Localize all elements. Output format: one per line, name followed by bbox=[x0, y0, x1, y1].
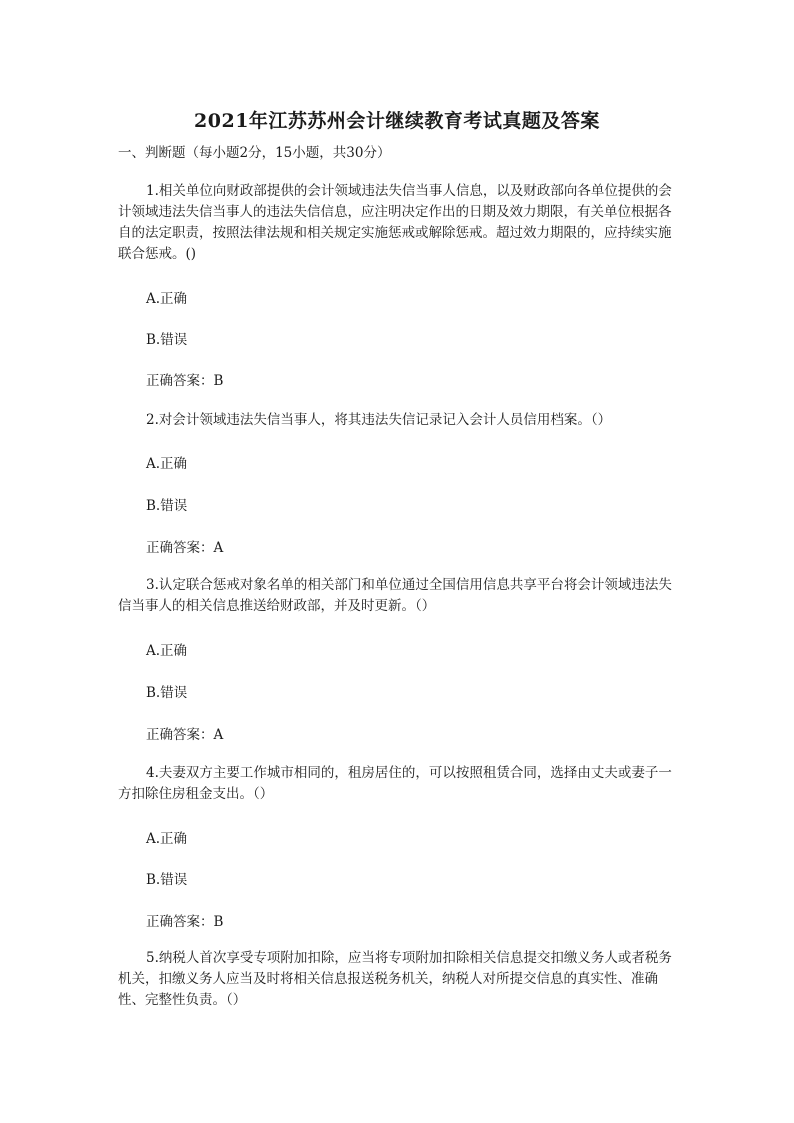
question-5-text: 5.纳税人首次享受专项附加扣除，应当将专项附加扣除相关信息提交扣缴义务人或者税务机关，扣缴义务人应当及时将相关信息报送税务机关，纳税人对所提交信息的真实性、准确性、完整性负责。（） bbox=[118, 950, 672, 1008]
document-title: 2021年江苏苏州会计继续教育考试真题及答案 bbox=[194, 110, 600, 132]
question-2-text: 2.对会计领域违法失信当事人，将其违法失信记录记入会计人员信用档案。（） bbox=[146, 412, 612, 428]
question-1-option-a: A.正确 bbox=[146, 291, 188, 307]
question-1-text: 1.相关单位向财政部提供的会计领域违法失信当事人信息，以及财政部向各单位提供的会计领域违法失信当事人的违法失信信息，应注明决定作出的日期及效力期限，有关单位根据各自的法定职责，按照法律法规和相关规定实施惩戒或解除惩戒。超过效力期限的，应持续实施联合惩戒。() bbox=[118, 183, 672, 262]
question-1-answer: 正确答案：B bbox=[146, 373, 224, 389]
question-4-text: 4.夫妻双方主要工作城市相同的，租房居住的，可以按照租赁合同，选择由丈夫或妻子一方扣除住房租金支出。（） bbox=[118, 765, 672, 802]
question-2-answer: 正确答案：A bbox=[146, 540, 224, 556]
question-1-option-b: B.错误 bbox=[146, 332, 188, 348]
section-heading: 一、判断题（每小题2分，15小题，共30分） bbox=[118, 145, 391, 161]
question-3-answer: 正确答案：A bbox=[146, 727, 224, 743]
question-3-option-a: A.正确 bbox=[146, 643, 188, 659]
question-4-answer: 正确答案：B bbox=[146, 914, 224, 930]
question-4-option-a: A.正确 bbox=[146, 831, 188, 847]
question-2-option-a: A.正确 bbox=[146, 456, 188, 472]
question-4-option-b: B.错误 bbox=[146, 872, 188, 888]
question-2-option-b: B.错误 bbox=[146, 498, 188, 514]
question-3-option-b: B.错误 bbox=[146, 685, 188, 701]
question-3-text: 3.认定联合惩戒对象名单的相关部门和单位通过全国信用信息共享平台将会计领域违法失信当事人的相关信息推送给财政部，并及时更新。（） bbox=[118, 577, 672, 614]
